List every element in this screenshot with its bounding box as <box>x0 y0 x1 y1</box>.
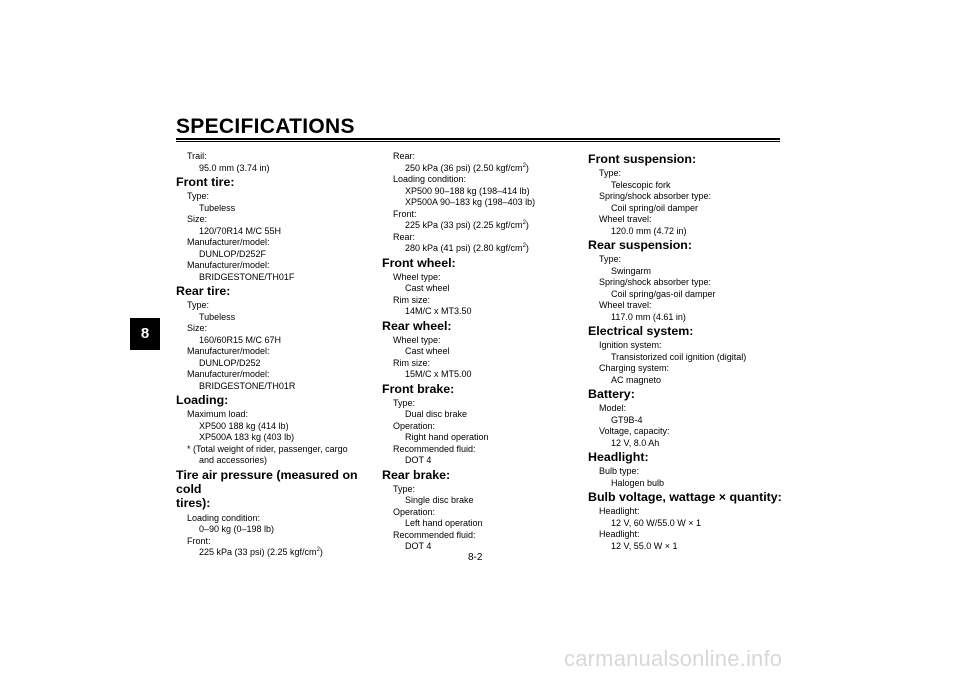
column-2 <box>382 151 582 553</box>
spec-label: Bulb type: <box>599 466 640 476</box>
spec-label: Spring/shock absorber type: <box>599 191 712 201</box>
spec-value <box>382 220 582 232</box>
spec-value <box>176 547 381 559</box>
spec-label: Type: <box>599 168 622 178</box>
spec-label: Recommended fluid: <box>393 529 476 540</box>
spec-value: XP500A 90–183 kg (198–403 lb) <box>405 197 536 207</box>
trail-value: 95.0 mm (3.74 in) <box>199 162 270 173</box>
loading-section <box>176 393 381 467</box>
title-rule-thin <box>176 141 780 142</box>
spec-label: Manufacturer/model: <box>187 369 270 379</box>
front-tire-title: Front tire: <box>176 175 235 189</box>
spec-value: 12 V, 8.0 Ah <box>611 437 660 448</box>
spec-label: Wheel travel: <box>599 300 652 310</box>
spec-label: Rim size: <box>393 294 431 305</box>
spec-label: Operation: <box>393 506 436 517</box>
spec-value: 15M/C x MT5.00 <box>405 369 472 379</box>
front-brake-title: Front brake: <box>382 381 455 396</box>
watermark-text: carmanualsonline.info <box>564 646 783 671</box>
spec-value: GT9B-4 <box>611 414 643 425</box>
superscript: 2 <box>522 243 526 249</box>
spec-value: 120/70R14 M/C 55H <box>199 225 282 236</box>
spec-label: Rear: <box>393 151 416 161</box>
spec-value: 160/60R15 M/C 67H <box>199 334 282 345</box>
spec-value <box>382 163 582 175</box>
pressure-close: ) <box>525 162 529 173</box>
title-line-1: Tire air pressure (measured on cold <box>176 467 358 496</box>
spec-label: Type: <box>393 397 416 408</box>
spec-value: XP500 188 kg (414 lb) <box>199 420 289 431</box>
pressure-close: ) <box>525 243 529 253</box>
spec-label: Size: <box>187 214 208 224</box>
spec-label: Wheel travel: <box>599 214 652 224</box>
spec-label: Type: <box>599 254 622 264</box>
spec-label: Type: <box>393 483 416 494</box>
title-rule <box>176 138 780 140</box>
pressure-text: 250 kPa (36 psi) (2.50 kgf/cm <box>405 162 523 173</box>
spec-value: DUNLOP/D252F <box>199 248 267 259</box>
page-title: SPECIFICATIONS <box>176 115 355 138</box>
spec-label: Type: <box>187 191 210 201</box>
spec-label: Manufacturer/model: <box>187 346 270 356</box>
spec-label: Loading condition: <box>187 512 261 523</box>
front-wheel-title: Front wheel: <box>382 255 456 270</box>
spec-value: XP500 90–188 kg (198–414 lb) <box>405 185 530 196</box>
front-suspension-title: Front suspension: <box>588 152 697 166</box>
spec-label: Front: <box>393 208 417 219</box>
spec-value: Coil spring/gas-oil damper <box>611 288 716 299</box>
battery-title: Battery: <box>588 387 635 401</box>
spec-label: Wheel type: <box>393 271 441 282</box>
spec-value: Telescopic fork <box>611 179 671 190</box>
front-suspension-section <box>588 152 788 237</box>
spec-value: Single disc brake <box>405 495 474 505</box>
spec-value: 12 V, 60 W/55.0 W × 1 <box>611 517 701 528</box>
pressure-close: ) <box>525 220 529 230</box>
spec-value: Cast wheel <box>405 346 450 356</box>
spec-value: Swingarm <box>611 265 652 276</box>
rear-suspension-title: Rear suspension: <box>588 238 692 252</box>
spec-value <box>382 243 582 255</box>
spec-value: DOT 4 <box>405 455 432 465</box>
spec-label: Loading condition: <box>393 174 467 184</box>
footnote: * (Total weight of rider, passenger, cargo <box>187 443 348 454</box>
spec-value: 12 V, 55.0 W × 1 <box>611 540 678 551</box>
spec-value: XP500A 183 kg (403 lb) <box>199 432 295 442</box>
electrical-system-section <box>588 324 788 386</box>
pressure-close: ) <box>319 547 323 557</box>
bulb-wattage-section <box>588 490 788 552</box>
spec-label: Manufacturer/model: <box>187 260 270 270</box>
footnote-continued: and accessories) <box>199 455 268 465</box>
rear-brake-title: Rear brake: <box>382 467 451 482</box>
spec-value: Left hand operation <box>405 518 483 528</box>
spec-label: Charging system: <box>599 363 670 373</box>
spec-label: Operation: <box>393 420 436 431</box>
front-wheel-section <box>382 256 582 318</box>
spec-value: BRIDGESTONE/TH01R <box>199 380 296 391</box>
spec-label: Manufacturer/model: <box>187 237 270 247</box>
spec-label: Voltage, capacity: <box>599 426 670 436</box>
bulb-wattage-title: Bulb voltage, wattage × quantity: <box>588 490 782 504</box>
spec-label: Ignition system: <box>599 340 662 350</box>
rear-tire-section <box>176 284 381 392</box>
spec-label: Rear: <box>393 231 416 242</box>
spec-label: Wheel type: <box>393 334 441 345</box>
spec-value: 120.0 mm (4.72 in) <box>611 225 687 236</box>
headlight-title: Headlight: <box>588 450 649 464</box>
trail-label: Trail: <box>187 151 207 161</box>
superscript: 2 <box>316 547 320 553</box>
spec-value: Transistorized coil ignition (digital) <box>611 351 747 362</box>
rear-suspension-section <box>588 238 788 323</box>
chapter-tab: 8 <box>130 318 160 350</box>
column-1 <box>176 151 381 559</box>
battery-section <box>588 387 788 449</box>
superscript: 2 <box>522 162 526 169</box>
pressure-text: 225 kPa (33 psi) (2.25 kgf/cm <box>199 547 317 557</box>
rear-wheel-title: Rear wheel: <box>382 318 452 333</box>
spec-value: Tubeless <box>199 311 236 322</box>
rear-wheel-section <box>382 319 582 381</box>
headlight-section <box>588 450 788 489</box>
spec-value: 117.0 mm (4.61 in) <box>611 311 686 322</box>
spec-value: BRIDGESTONE/TH01F <box>199 271 295 282</box>
front-brake-section <box>382 382 582 467</box>
spec-value: Dual disc brake <box>405 409 468 419</box>
spec-label: Size: <box>187 323 208 333</box>
spec-value: Right hand operation <box>405 432 489 442</box>
spec-value: 0–90 kg (0–198 lb) <box>199 524 275 534</box>
spec-label: Recommended fluid: <box>393 443 476 454</box>
spec-label: Headlight: <box>599 529 640 539</box>
spec-value: DOT 4 <box>405 541 432 551</box>
tire-air-pressure-section <box>176 468 381 559</box>
spec-label: Spring/shock absorber type: <box>599 277 712 287</box>
page-number: 8-2 <box>468 552 483 563</box>
spec-value: AC magneto <box>611 374 662 385</box>
spec-value: Halogen bulb <box>611 477 665 488</box>
spec-label: Type: <box>187 300 210 310</box>
rear-tire-title: Rear tire: <box>176 284 231 298</box>
electrical-system-title: Electrical system: <box>588 324 694 338</box>
spec-value: DUNLOP/D252 <box>199 357 261 368</box>
loading-title: Loading: <box>176 393 229 407</box>
spec-value: 14M/C x MT3.50 <box>405 306 472 316</box>
pressure-text: 225 kPa (33 psi) (2.25 kgf/cm <box>405 220 523 230</box>
pressure-text: 280 kPa (41 psi) (2.80 kgf/cm <box>405 243 523 253</box>
spec-label: Model: <box>599 403 627 413</box>
title-line-2: tires): <box>176 495 211 510</box>
spec-value: Coil spring/oil damper <box>611 202 699 213</box>
spec-label: Maximum load: <box>187 409 249 419</box>
spec-label: Headlight: <box>599 506 640 516</box>
tire-air-pressure-title <box>176 468 381 510</box>
rear-brake-section <box>382 468 582 553</box>
spec-label: Rim size: <box>393 357 431 368</box>
superscript: 2 <box>522 220 526 226</box>
front-tire-section <box>176 175 381 283</box>
column-3 <box>588 151 788 552</box>
spec-label: Front: <box>187 535 211 546</box>
spec-value: Cast wheel <box>405 283 450 293</box>
spec-value: Tubeless <box>199 202 236 213</box>
